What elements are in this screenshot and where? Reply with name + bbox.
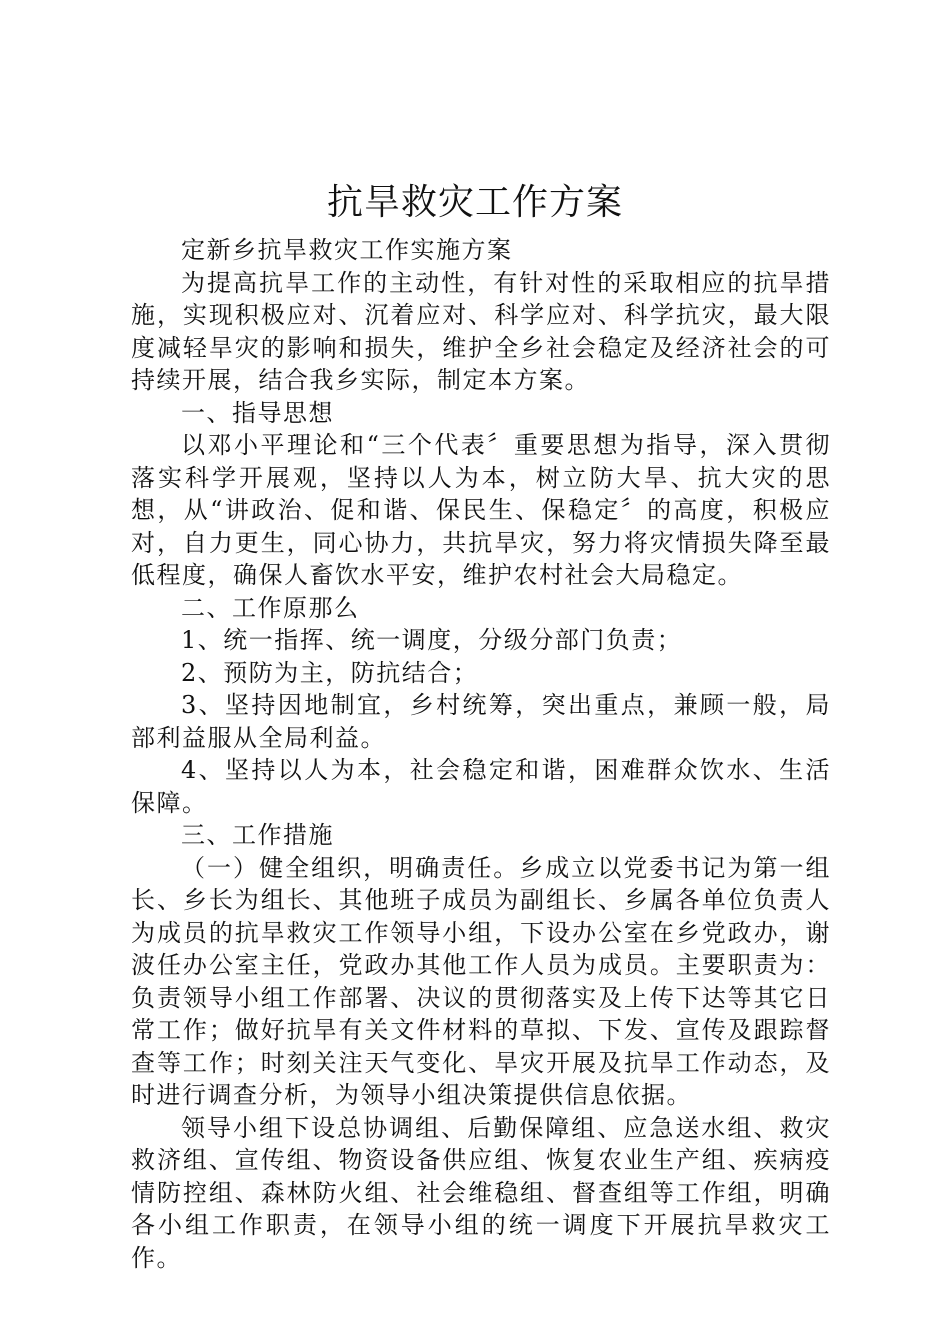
paragraph-guiding-thought: 以邓小平理论和“三个代表〞重要思想为指导，深入贯彻落实科学开展观，坚持以人为本，树立防大旱、抗大灾的思想，从“讲政治、促和谐、保民生、保稳定〞的高度，积极应对，自力更生，同心协力，共抗旱灾，努力将灾情损失降至最低程度，确保人畜饮水平安，维护农村社会大局稳定。 <box>131 431 831 589</box>
principle-item-4: 4、坚持以人为本，社会稳定和谐，困难群众饮水、生活保障。 <box>131 756 831 817</box>
paragraph-working-groups: 领导小组下设总协调组、后勤保障组、应急送水组、救灾救济组、宣传组、物资设备供应组、恢复农业生产组、疾病疫情防控组、森林防火组、社会维稳组、督查组等工作组，明确各小组工作职责，在领导小组的统一调度下开展抗旱救灾工作。 <box>131 1113 831 1272</box>
section-heading-guiding-thought: 一、指导思想 <box>181 398 334 427</box>
document-title: 抗旱救灾工作方案 <box>326 182 623 223</box>
principle-item-3: 3、坚持因地制宜，乡村统筹，突出重点，兼顾一般，局部利益服从全局利益。 <box>131 691 831 752</box>
section-heading-principles: 二、工作原那么 <box>181 593 360 622</box>
paragraph-intro: 为提高抗旱工作的主动性，有针对性的采取相应的抗旱措施，实现积极应对、沉着应对、科学应对、科学抗灾，最大限度减轻旱灾的影响和损失，维护全乡社会稳定及经济社会的可持续开展，结合我乡实际，制定本方案。 <box>131 268 831 394</box>
section-heading-measures: 三、工作措施 <box>181 821 334 849</box>
paragraph-measure-organization: （一）健全组织，明确责任。乡成立以党委书记为第一组长、乡长为组长、其他班子成员为副组长、乡属各单位负责人为成员的抗旱救灾工作领导小组，下设办公室在乡党政办，谢波任办公室主任，党政办其他工作人员为成员。主要职责为：负责领导小组工作部署、决议的贯彻落实及上传下达等其它日常工作；做好抗旱有关文件材料的草拟、下发、宣传及跟踪督查等工作；时刻关注天气变化、旱灾开展及抗旱工作动态，及时进行调查分析，为领导小组决策提供信息依据。 <box>131 853 831 1109</box>
paragraph-subtitle: 定新乡抗旱救灾工作实施方案 <box>181 236 513 264</box>
principle-item-2: 2、预防为主，防抗结合； <box>181 658 479 687</box>
principle-item-1: 1、统一指挥、统一调度，分级分部门负责； <box>181 626 683 654</box>
document-body <box>131 234 831 1274</box>
